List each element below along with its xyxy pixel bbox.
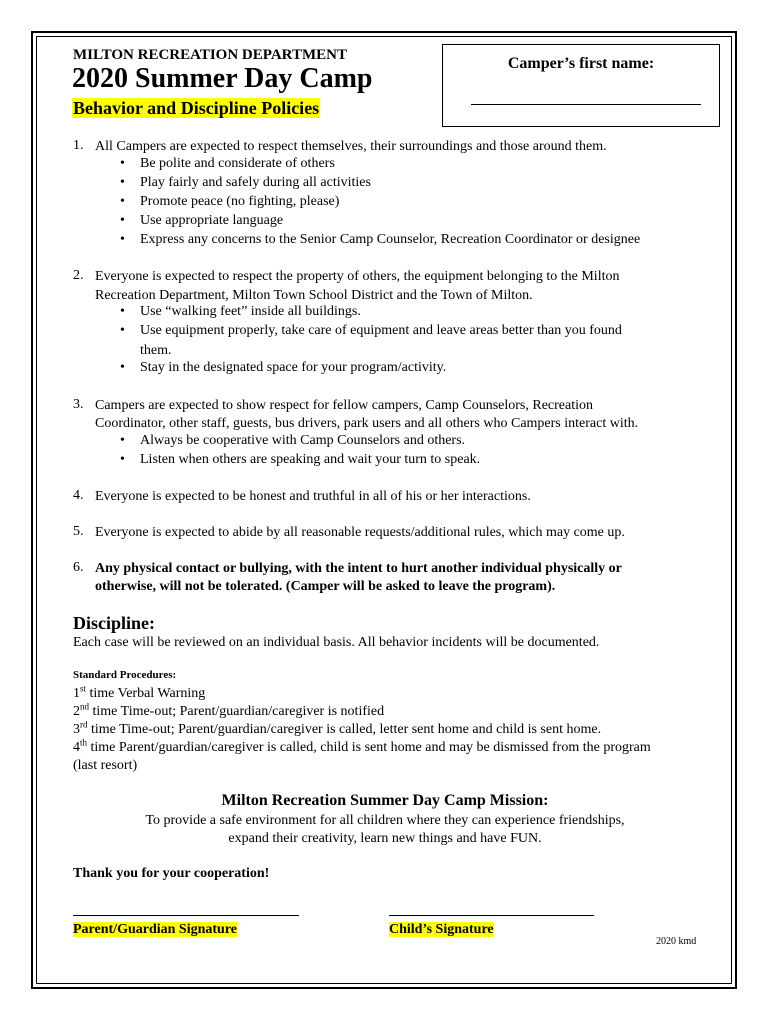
policy-1-bullet: • Play fairly and safely during all activities bbox=[140, 175, 371, 191]
mission-line-1: To provide a safe environment for all children where they can experience friendships, bbox=[145, 813, 625, 828]
page-title: 2020 Summer Day Camp bbox=[72, 63, 373, 94]
policy-1-bullet: • Be polite and considerate of others bbox=[140, 156, 335, 172]
policy-1-text: All Campers are expected to respect themselves, their surroundings and those around them. bbox=[95, 139, 607, 154]
standard-procedures-label: Standard Procedures: bbox=[73, 669, 177, 681]
department-name: MILTON RECREATION DEPARTMENT bbox=[73, 47, 347, 63]
camper-name-line[interactable] bbox=[471, 104, 701, 105]
page-subtitle: Behavior and Discipline Policies bbox=[73, 98, 320, 118]
policy-4-number: 4. bbox=[73, 488, 84, 503]
mission-title: Milton Recreation Summer Day Camp Mission: bbox=[221, 792, 549, 809]
policy-3-bullet: • Listen when others are speaking and wait your turn to speak. bbox=[140, 452, 480, 468]
camper-name-label: Camper’s first name: bbox=[507, 55, 655, 72]
policy-3-line-1: Campers are expected to show respect for fellow campers, Camp Counselors, Recreation bbox=[95, 398, 593, 413]
child-signature-line[interactable] bbox=[389, 915, 594, 916]
procedure-last-resort: (last resort) bbox=[73, 758, 138, 773]
policy-1-bullet: • Use appropriate language bbox=[140, 213, 283, 229]
parent-signature-label-wrap bbox=[73, 920, 237, 938]
policy-5-text: Everyone is expected to abide by all reasonable requests/additional rules, which may come up. bbox=[95, 525, 625, 540]
policy-5-number: 5. bbox=[73, 524, 84, 539]
policy-6-number: 6. bbox=[73, 560, 84, 575]
policy-1-bullet: • Promote peace (no fighting, please) bbox=[140, 194, 339, 210]
parent-signature-label: Parent/Guardian Signature bbox=[73, 922, 238, 937]
policy-2-bullet-continuation: them. bbox=[140, 343, 172, 358]
policy-2-line-1: Everyone is expected to respect the property of others, the equipment belonging to the Milton bbox=[95, 269, 620, 284]
discipline-heading: Discipline: bbox=[73, 613, 156, 633]
child-signature-label: Child’s Signature bbox=[389, 922, 494, 937]
policy-6-line-1: Any physical contact or bullying, with the intent to hurt another individual physically or bbox=[95, 561, 622, 576]
policy-2-bullet: • Use “walking feet” inside all buildings. bbox=[140, 304, 361, 320]
child-signature-label-wrap bbox=[389, 920, 494, 938]
policy-1-number: 1. bbox=[73, 138, 84, 153]
policy-2-line-2: Recreation Department, Milton Town School District and the Town of Milton. bbox=[95, 288, 533, 303]
procedure-step: 3rd time Time-out; Parent/guardian/caregiver is called, letter sent home and child is sent home. bbox=[73, 719, 602, 737]
policy-2-bullet: • Stay in the designated space for your program/activity. bbox=[140, 360, 446, 376]
procedure-step: 2nd time Time-out; Parent/guardian/caregiver is notified bbox=[73, 701, 385, 719]
parent-signature-line[interactable] bbox=[73, 915, 299, 916]
thank-you-note: Thank you for your cooperation! bbox=[73, 866, 270, 881]
policy-2-number: 2. bbox=[73, 268, 84, 283]
policy-6-line-2: otherwise, will not be tolerated. (Camper will be asked to leave the program). bbox=[95, 579, 556, 594]
policy-4-text: Everyone is expected to be honest and truthful in all of his or her interactions. bbox=[95, 489, 531, 504]
mission-line-2: expand their creativity, learn new things and have FUN. bbox=[228, 831, 542, 846]
document-code: 2020 kmd bbox=[656, 936, 697, 947]
policy-1-bullet: • Express any concerns to the Senior Camp Counselor, Recreation Coordinator or designee bbox=[140, 232, 640, 248]
discipline-intro: Each case will be reviewed on an individual basis. All behavior incidents will be documented. bbox=[73, 635, 600, 650]
policy-3-bullet: • Always be cooperative with Camp Counselors and others. bbox=[140, 433, 465, 449]
procedure-step: 4th time Parent/guardian/caregiver is called, child is sent home and may be dismissed from the program bbox=[73, 737, 651, 755]
policy-2-bullet: • Use equipment properly, take care of equipment and leave areas better than you found bbox=[140, 323, 622, 339]
policy-3-line-2: Coordinator, other staff, guests, bus drivers, park users and all others who Campers interact with. bbox=[95, 416, 639, 431]
policy-3-number: 3. bbox=[73, 397, 84, 412]
camper-name-box bbox=[442, 44, 720, 127]
procedure-step: 1st time Verbal Warning bbox=[73, 683, 206, 701]
